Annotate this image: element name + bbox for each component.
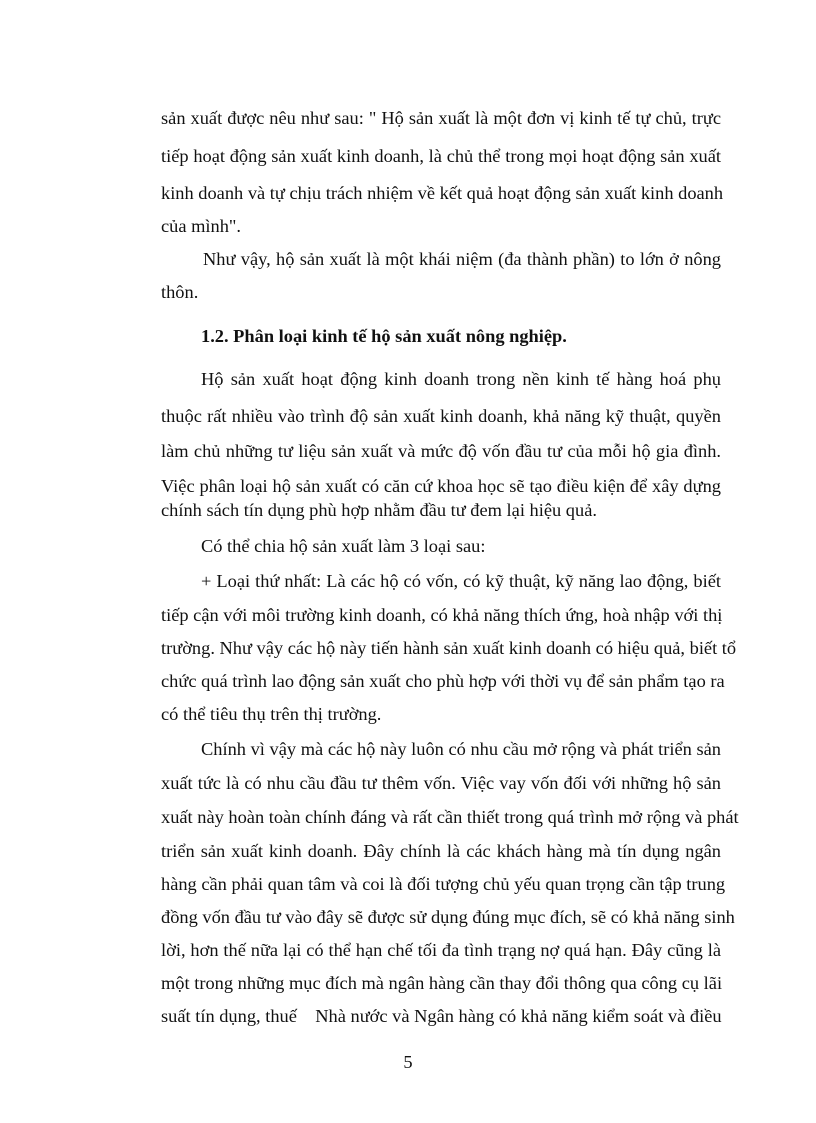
text-line: đồng vốn đầu tư vào đây sẽ được sử dụng đúng mục đích, sẽ có khả năng sinh xyxy=(161,907,735,927)
text-line: chính sách tín dụng phù hợp nhằm đầu tư đem lại hiệu quả. xyxy=(161,500,597,520)
text-line: triển sản xuất kinh doanh. Đây chính là các khách hàng mà tín dụng ngân xyxy=(161,841,721,861)
text-line: Việc phân loại hộ sản xuất có căn cứ khoa học sẽ tạo điều kiện để xây dựng xyxy=(161,476,721,496)
text-line: kinh doanh và tự chịu trách nhiệm về kết quả hoạt động sản xuất kinh doanh xyxy=(161,183,724,203)
text-line: Chính vì vậy mà các hộ này luôn có nhu cầu mở rộng và phát triển sản xyxy=(201,739,721,759)
text-line: hàng cần phải quan tâm và coi là đối tượng chủ yếu quan trọng cần tập trung xyxy=(161,874,726,894)
page-number: 5 xyxy=(403,1052,413,1072)
text-line: suất tín dụng, thuế Nhà nước và Ngân hàng có khả năng kiểm soát và điều xyxy=(161,1006,722,1026)
text-line: Như vậy, hộ sản xuất là một khái niệm (đa thành phần) to lớn ở nông xyxy=(203,249,721,269)
text-line: một trong những mục đích mà ngân hàng cần thay đổi thông qua công cụ lãi xyxy=(161,973,723,993)
text-line: thuộc rất nhiều vào trình độ sản xuất kinh doanh, khả năng kỹ thuật, quyền xyxy=(161,406,721,426)
text-line: làm chủ những tư liệu sản xuất và mức độ vốn đầu tư của mỗi hộ gia đình. xyxy=(161,441,721,461)
section-heading: 1.2. Phân loại kinh tế hộ sản xuất nông nghiệp. xyxy=(201,326,567,346)
text-line: + Loại thứ nhất: Là các hộ có vốn, có kỹ thuật, kỹ năng lao động, biết xyxy=(201,571,721,591)
text-line: tiếp hoạt động sản xuất kinh doanh, là chủ thể trong mọi hoạt động sản xuất xyxy=(161,146,721,166)
text-line: của mình". xyxy=(161,216,242,236)
text-line: Có thể chia hộ sản xuất làm 3 loại sau: xyxy=(201,536,486,556)
text-line: lời, hơn thế nữa lại có thể hạn chế tối đa tình trạng nợ quá hạn. Đây cũng là xyxy=(161,940,721,960)
text-line: xuất này hoàn toàn chính đáng và rất cần thiết trong quá trình mở rộng và phát xyxy=(161,807,739,827)
text-line: trường. Như vậy các hộ này tiến hành sản xuất kinh doanh có hiệu quả, biết tổ xyxy=(161,638,737,658)
text-line: thôn. xyxy=(161,282,199,302)
text-line: Hộ sản xuất hoạt động kinh doanh trong nền kinh tế hàng hoá phụ xyxy=(201,369,721,389)
text-line: có thể tiêu thụ trên thị trường. xyxy=(161,704,382,724)
text-line: tiếp cận với môi trường kinh doanh, có khả năng thích ứng, hoà nhập với thị xyxy=(161,605,723,625)
text-line: chức quá trình lao động sản xuất cho phù hợp với thời vụ để sản phẩm tạo ra xyxy=(161,671,725,691)
text-line: xuất tức là có nhu cầu đầu tư thêm vốn. Việc vay vốn đối với những hộ sản xyxy=(161,773,721,793)
text-line: sản xuất được nêu như sau: " Hộ sản xuất là một đơn vị kinh tế tự chủ, trực xyxy=(161,108,721,128)
